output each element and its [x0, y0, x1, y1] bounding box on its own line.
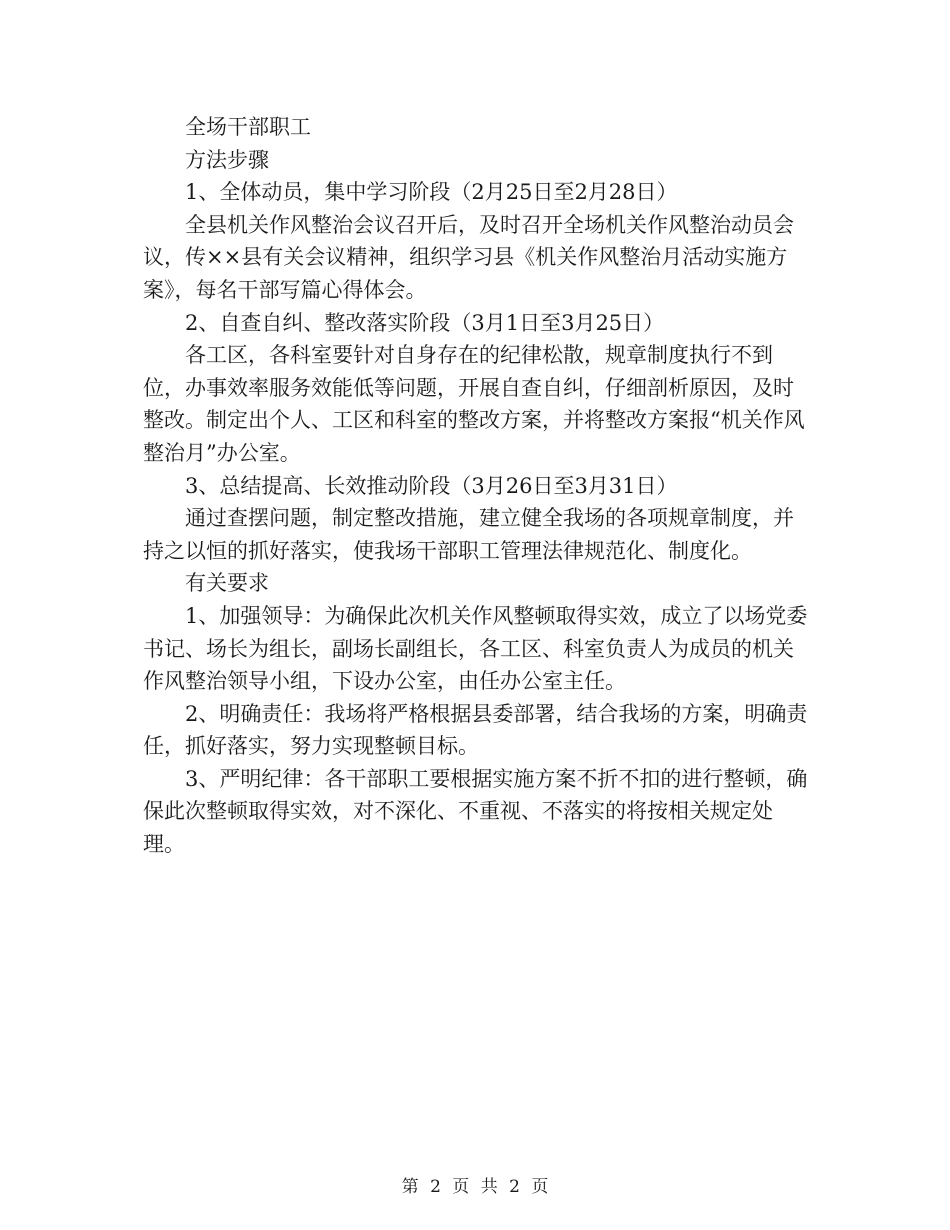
requirement-1: 1、加强领导：为确保此次机关作风整顿取得实效，成立了以场党委书记、场长为组长，副场长副组长，各工区、科室负责人为成员的机关作风整治领导小组，下设办公室，由任办公室主任。: [143, 603, 808, 694]
requirement-3: 3、严明纪律：各干部职工要根据实施方案不折不扣的进行整顿，确保此次整顿取得实效，对不深化、不重视、不落实的将按相关规定处理。: [143, 766, 808, 857]
step-2-heading: 2、自查自纠、整改落实阶段（3月1日至3月25日）: [185, 310, 665, 335]
step-2-body: 各工区，各科室要针对自身存在的纪律松散，规章制度执行不到位，办事效率服务效能低等问题，开展自查自纠，仔细剖析原因，及时整改。制定出个人、工区和科室的整改方案，并将整改方案报“机关作风整治月”办公室。: [143, 343, 805, 465]
step-3-body: 通过查摆问题，制定整改措施，建立健全我场的各项规章制度，并持之以恒的抓好落实，使我场干部职工管理法律规范化、制度化。: [143, 506, 794, 563]
section-heading-methods: 方法步骤: [185, 147, 269, 172]
page-number-footer: 第 2 页 共 2 页: [401, 1177, 549, 1197]
step-3-heading: 3、总结提高、长效推动阶段（3月26日至3月31日）: [185, 473, 678, 498]
step-1-heading: 1、全体动员，集中学习阶段（2月25日至2月28日）: [185, 180, 678, 205]
recipients-line: 全场干部职工: [185, 115, 311, 139]
requirement-2: 2、明确责任：我场将严格根据县委部署，结合我场的方案，明确责任，抓好落实，努力实现整顿目标。: [143, 701, 808, 759]
section-heading-requirements: 有关要求: [185, 571, 269, 596]
step-1-body: 全县机关作风整治会议召开后，及时召开全场机关作风整治动员会议，传××县有关会议精神，组织学习县《机关作风整治月活动实施方案》，每名干部写篇心得体会。: [143, 212, 794, 302]
document-body: [143, 111, 808, 861]
